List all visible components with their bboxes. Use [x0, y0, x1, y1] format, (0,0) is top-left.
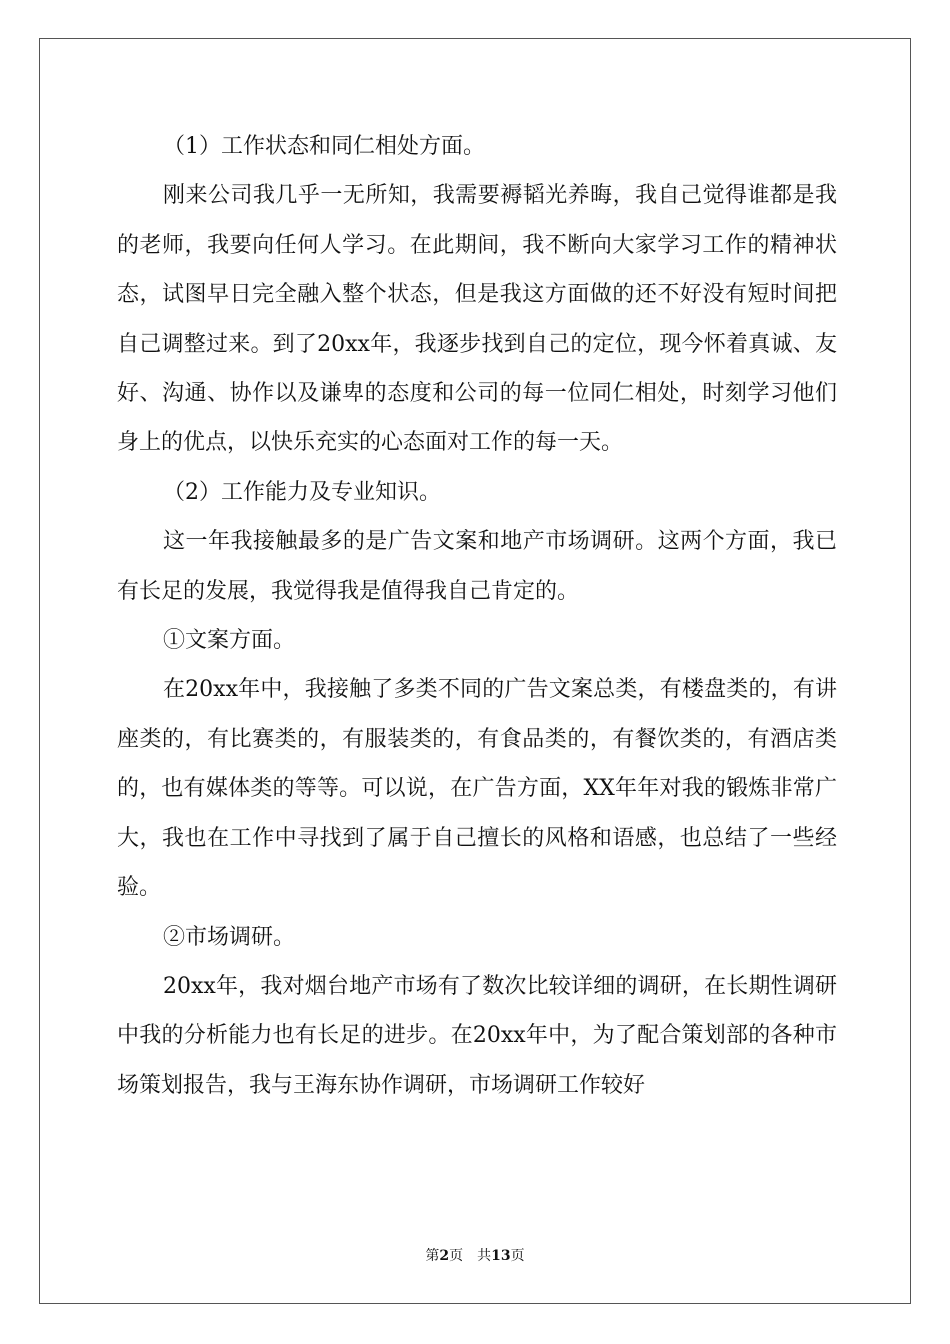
page-suffix: 页 — [449, 1248, 464, 1264]
total-suffix: 页 — [510, 1248, 525, 1264]
page-prefix: 第 — [425, 1248, 440, 1264]
paragraph-market-research: 20xx年，我对烟台地产市场有了数次比较详细的调研，在长期性调研中我的分析能力也有长足的进步。在20xx年中，为了配合策划部的各种市场策划报告，我与王海东协作调研，市场调研工作较好 — [117, 973, 837, 1098]
paragraph-work-state: 刚来公司我几乎一无所知，我需要褥韬光养晦，我自己觉得谁都是我的老师，我要向任何人学习。在此期间，我不断向大家学习工作的精神状态，试图早日完全融入整个状态，但是我这方面做的还不好没有短时间把自己调整过来。到了20xx年，我逐步找到自己的定位，现今怀着真诚、友好、沟通、协作以及谦卑的态度和公司的每一位同仁相处，时刻学习他们身上的优点，以快乐充实的心态面对工作的每一天。 — [117, 183, 837, 456]
heading-market-research: ②市场调研。 — [163, 924, 296, 950]
total-prefix: 共 — [477, 1248, 492, 1264]
heading-work-state: （1）工作状态和同仁相处方面。 — [163, 134, 485, 159]
document-body — [117, 122, 837, 1110]
heading-copywriting: ①文案方面。 — [163, 628, 296, 654]
heading-work-ability: （2）工作能力及专业知识。 — [163, 479, 441, 505]
paragraph-work-ability: 这一年我接触最多的是广告文案和地产市场调研。这两个方面，我已有长足的发展，我觉得我是值得我自己肯定的。 — [117, 529, 837, 604]
total-pages: 13 — [491, 1248, 511, 1264]
page-footer — [0, 1245, 950, 1265]
page-number: 2 — [439, 1248, 450, 1264]
paragraph-copywriting: 在20xx年中，我接触了多类不同的广告文案总类，有楼盘类的，有讲座类的，有比赛类的，有服装类的，有食品类的，有餐饮类的，有酒店类的，也有媒体类的等等。可以说，在广告方面，XX年年对我的锻炼非常广大，我也在工作中寻找到了属于自己擅长的风格和语感，也总结了一些经验。 — [117, 677, 837, 901]
